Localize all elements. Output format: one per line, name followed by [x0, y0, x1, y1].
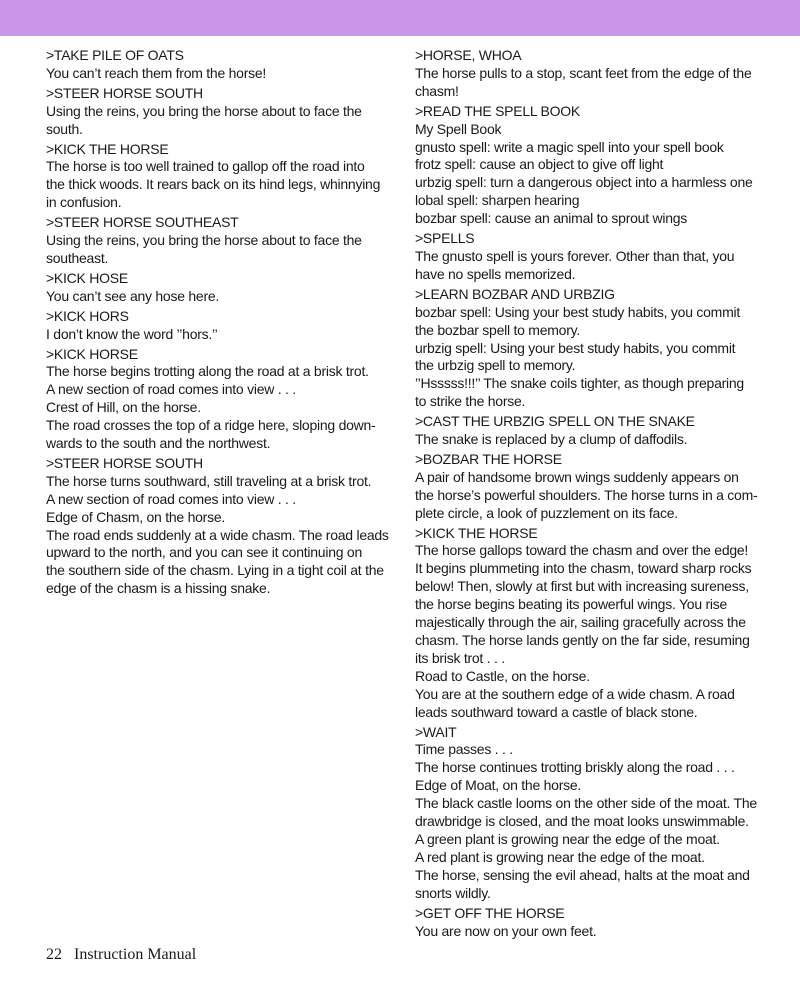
command-line: >SPELLS — [415, 230, 475, 247]
response-line: the horse’s powerful shoulders. The horse turns in a com- — [415, 486, 758, 503]
command-line: >KICK HORS — [46, 307, 129, 324]
response-line: You can’t reach them from the horse! — [46, 64, 267, 81]
response-line: south. — [46, 120, 83, 137]
response-line: plete circle, a look of puzzlement on its face. — [415, 504, 678, 521]
transcript-entry — [46, 214, 398, 268]
response-line: the bozbar spell to memory. — [415, 321, 580, 338]
response-line: gnusto spell: write a magic spell into your spell book — [415, 138, 724, 155]
response-line: The horse continues trotting briskly along the road . . . — [415, 759, 735, 776]
response-line: The horse is too well trained to gallop off the road into — [46, 158, 365, 175]
command-line: >HORSE, WHOA — [415, 47, 522, 63]
command-line: >STEER HORSE SOUTHEAST — [46, 214, 239, 231]
response-line: below! Then, slowly at first but with increasing sureness, — [415, 578, 749, 595]
transcript-entry — [415, 286, 787, 411]
command-line: >TAKE PILE OF OATS — [46, 47, 184, 63]
response-line: Time passes . . . — [415, 741, 513, 758]
response-line: A new section of road comes into view . . . — [46, 490, 296, 507]
transcript-entry — [415, 103, 787, 228]
response-line: The horse begins trotting along the road at a brisk trot. — [46, 363, 369, 380]
command-line: >GET OFF THE HORSE — [415, 904, 565, 921]
response-line: Edge of Moat, on the horse. — [415, 777, 582, 794]
response-line: The horse turns southward, still traveling at a brisk trot. — [46, 472, 372, 489]
transcript-entry — [46, 346, 398, 453]
command-line: >KICK HORSE — [46, 345, 138, 362]
response-line: bozbar spell: Using your best study habits, you commit — [415, 303, 740, 320]
response-line: edge of the chasm is a hissing snake. — [46, 580, 271, 597]
response-line: A green plant is growing near the edge of the moat. — [415, 830, 720, 847]
transcript-entry — [46, 308, 398, 344]
response-line: You can’t see any hose here. — [46, 287, 220, 304]
transcript-entry — [415, 525, 787, 722]
transcript-entry — [415, 230, 787, 284]
response-line: have no spells memorized. — [415, 265, 576, 282]
response-line: It begins plummeting into the chasm, toward sharp rocks — [415, 560, 752, 577]
transcript-entry — [415, 724, 787, 903]
response-line: Road to Castle, on the horse. — [415, 667, 590, 684]
response-line: I don’t know the word ’’hors.’’ — [46, 325, 218, 342]
response-line: The snake is replaced by a clump of daffodils. — [415, 431, 688, 448]
transcript-entry — [46, 47, 398, 83]
response-line: chasm! — [415, 82, 459, 99]
response-line: You are now on your own feet. — [415, 922, 597, 939]
command-line: >KICK THE HORSE — [415, 524, 538, 541]
response-line: wards to the south and the northwest. — [46, 435, 271, 452]
command-line: >STEER HORSE SOUTH — [46, 84, 203, 101]
response-line: the southern side of the chasm. Lying in a tight coil at the — [46, 562, 384, 579]
response-line: The black castle looms on the other side of the moat. The — [415, 795, 757, 812]
transcript-entry — [46, 85, 398, 139]
response-line: upward to the north, and you can see it continuing on — [46, 544, 362, 561]
transcript-entry — [46, 455, 398, 598]
response-line: in confusion. — [46, 194, 122, 211]
response-line: A new section of road comes into view . . . — [46, 381, 296, 398]
response-line: The road crosses the top of a ridge here, sloping down- — [46, 417, 376, 434]
command-line: >KICK HOSE — [46, 269, 128, 286]
response-line: urbzig spell: Using your best study habits, you commit — [415, 339, 736, 356]
transcript-entry — [415, 413, 787, 449]
transcript-entry — [46, 141, 398, 213]
footer-label: Instruction Manual — [74, 946, 197, 963]
response-line: Using the reins, you bring the horse about to face the — [46, 232, 362, 249]
command-line: >WAIT — [415, 723, 457, 740]
response-line: ’’Hsssss!!!’’ The snake coils tighter, as though preparing — [415, 375, 744, 392]
transcript-entry — [415, 905, 787, 941]
transcript-entry — [415, 451, 787, 523]
response-line: My Spell Book — [415, 120, 502, 137]
response-line: southeast. — [46, 249, 109, 266]
left-column — [46, 47, 398, 600]
response-line: the horse begins beating its powerful wings. You rise — [415, 596, 728, 613]
response-line: Using the reins, you bring the horse about to face the — [46, 102, 362, 119]
command-line: >STEER HORSE SOUTH — [46, 454, 203, 471]
transcript-entry — [46, 270, 398, 306]
response-line: You are at the southern edge of a wide chasm. A road — [415, 685, 735, 702]
command-line: >BOZBAR THE HORSE — [415, 450, 562, 467]
response-line: The gnusto spell is yours forever. Other than that, you — [415, 247, 735, 264]
response-line: The road ends suddenly at a wide chasm. The road leads — [46, 526, 389, 543]
command-line: >CAST THE URBZIG SPELL ON THE SNAKE — [415, 413, 695, 430]
response-line: chasm. The horse lands gently on the far side, resuming — [415, 632, 750, 648]
response-line: A red plant is growing near the edge of the moat. — [415, 848, 705, 865]
top-color-band — [0, 0, 800, 36]
command-line: >READ THE SPELL BOOK — [415, 102, 581, 119]
response-line: its brisk trot . . . — [415, 649, 505, 666]
response-line: The horse gallops toward the chasm and over the edge! — [415, 542, 749, 559]
page-footer — [46, 946, 204, 964]
command-line: >KICK THE HORSE — [46, 140, 169, 157]
response-line: frotz spell: cause an object to give off light — [415, 156, 664, 173]
command-line: >LEARN BOZBAR AND URBZIG — [415, 285, 615, 302]
response-line: The horse, sensing the evil ahead, halts at the moat and — [415, 866, 750, 883]
response-line: Edge of Chasm, on the horse. — [46, 508, 225, 525]
response-line: bozbar spell: cause an animal to sprout wings — [415, 210, 688, 227]
right-column — [415, 47, 787, 942]
response-line: Crest of Hill, on the horse. — [46, 399, 201, 416]
response-line: A pair of handsome brown wings suddenly appears on — [415, 468, 739, 485]
response-line: drawbridge is closed, and the moat looks unswimmable. — [415, 813, 749, 830]
response-line: majestically through the air, sailing gracefully across the — [415, 614, 746, 631]
response-line: The horse pulls to a stop, scant feet from the edge of the — [415, 64, 752, 81]
response-line: the urbzig spell to memory. — [415, 357, 576, 374]
response-line: lobal spell: sharpen hearing — [415, 192, 580, 209]
transcript-entry — [415, 47, 787, 101]
response-line: leads southward toward a castle of black stone. — [415, 703, 698, 720]
response-line: urbzig spell: turn a dangerous object into a harmless one — [415, 174, 753, 191]
response-line: the thick woods. It rears back on its hind legs, whinnying — [46, 176, 381, 193]
response-line: snorts wildly. — [415, 884, 491, 901]
page-number: 22 — [46, 946, 62, 963]
response-line: to strike the horse. — [415, 393, 526, 410]
